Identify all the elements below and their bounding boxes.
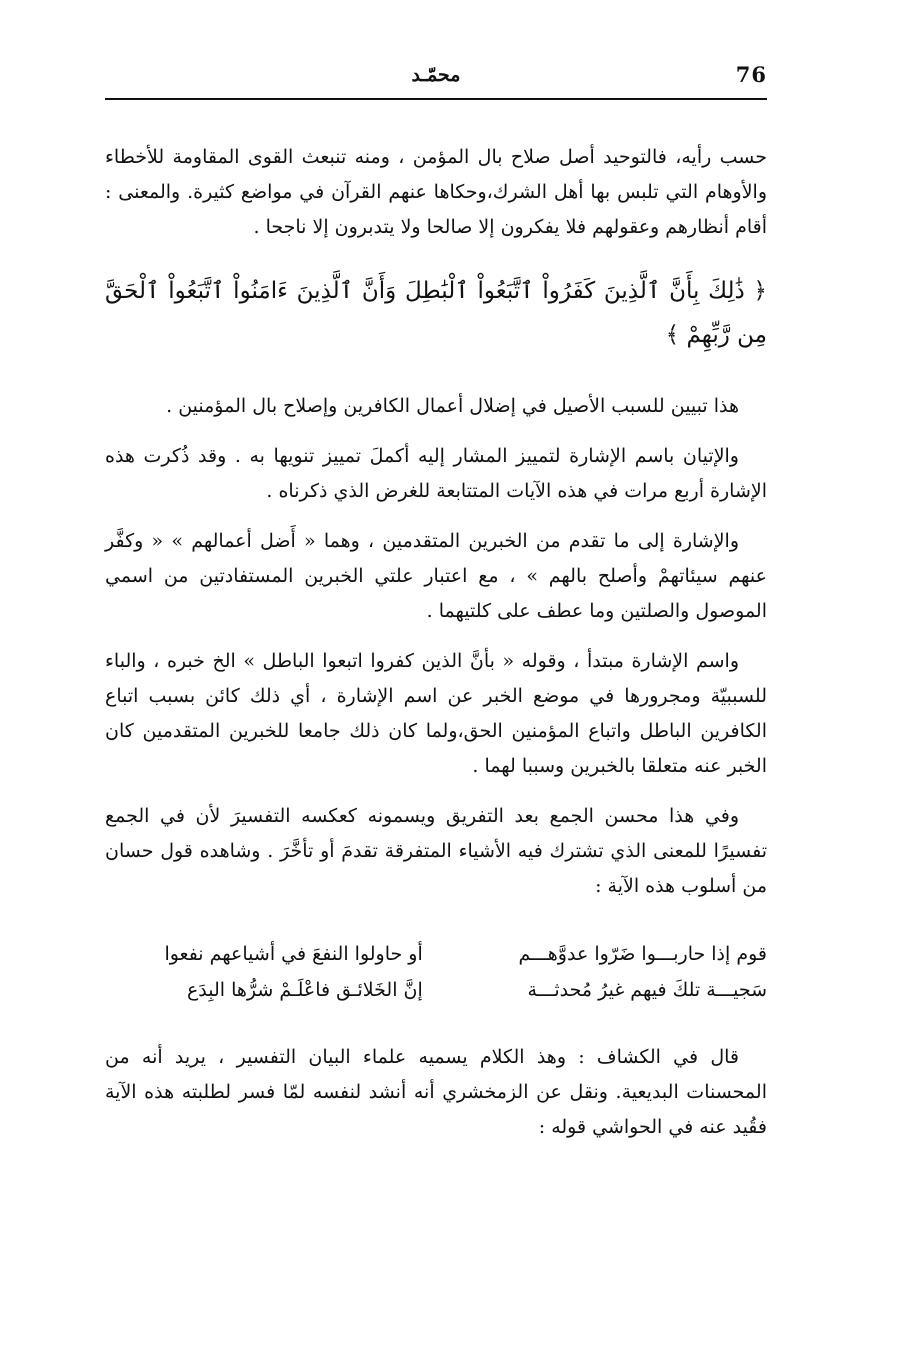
paragraph-intro: حسب رأيه، فالتوحيد أصل صلاح بال المؤمن ، ومنه تنبعث القوى المقاومة للأخطاء والأوهام التي تلبس بها أهل الشرك،وحكاها عنهم القرآن في مواضع كثيرة. والمعنى : أقام أنظارهم وعقولهم فلا يفكرون إلا صالحا ولا يتدبرون إلا ناجحا . xyxy=(105,146,767,238)
poem-hemistich-second: إنَّ الخَلائـق فاعْلَـمْ شرُّها البِدَع xyxy=(186,979,423,1001)
page-body xyxy=(105,140,767,1160)
paragraph-kashshaf: قال في الكشاف : وهذ الكلام يسميه علماء البيان التفسير ، يريد أنه من المحسنات البديعية. ونقل عن الزمخشري أنه أنشد لنفسه لمّا فسر لطلبته هذه الآية فقُيد عنه في الحواشي قوله : xyxy=(105,1046,767,1138)
poem-hemistich-second: أو حاولوا النفعَ في أشياعهم نفعوا xyxy=(164,943,423,965)
paragraph-explanation: هذا تبيين للسبب الأصيل في إضلال أعمال الكافرين وإصلاح بال المؤمنين . xyxy=(166,395,739,417)
page-header xyxy=(105,58,767,100)
paragraph-demonstrative: والإتيان باسم الإشارة لتمييز المشار إليه أكملَ تمييز تنويها به . وقد ذُكرت هذه الإشارة أربع مرات في هذه الآيات المتتابعة للغرض الذي ذكرناه . xyxy=(105,445,767,502)
poem-hemistich-first: قوم إذا حاربـــوا ضَرّوا عدوَّهـــم xyxy=(518,943,767,965)
quran-verse: ﴿ ذَٰلِكَ بِأَنَّ ٱلَّذِينَ كَفَرُواْ ٱتَّبَعُواْ ٱلْبَٰطِلَ وَأَنَّ ٱلَّذِينَ ءَامَنُواْ ٱتَّبَعُواْ ٱلْحَقَّ مِن رَّبِّهِمْ ﴾ xyxy=(105,278,767,348)
poem xyxy=(105,936,767,1008)
paragraph-grammar: واسم الإشارة مبتدأ ، وقوله « بأنَّ الذين كفروا اتبعوا الباطل » الخ خبره ، والباء للسببيّة ومجرورها في موضع الخبر عن اسم الإشارة ، أي ذلك كائن بسبب اتباع الكافرين الباطل واتباع المؤمنين الحق،ولما كان ذلك جامعا للخبرين المتقدمين كان الخبر عنه متعلقا بالخبرين وسببا لهما . xyxy=(105,650,767,777)
paragraph-reference: والإشارة إلى ما تقدم من الخبرين المتقدمين ، وهما « أَضل أعمالهم » « وكفَّر عنهم سيئاتهمْ وأصلح بالهم » ، مع اعتبار علتي الخبرين المستفادتين من اسمي الموصول والصلتين وما عطف على كلتيهما . xyxy=(105,530,767,622)
running-head: محمّـد xyxy=(411,64,461,86)
paragraph-rhetoric: وفي هذا محسن الجمع بعد التفريق ويسمونه كعكسه التفسيرَ لأن في الجمع تفسيرًا للمعنى الذي تشترك فيه الأشياء المتفرقة تقدمَ أو تأخَّرَ . وشاهده قول حسان من أسلوب هذه الآية : xyxy=(105,805,767,897)
poem-line xyxy=(105,972,767,1008)
poem-line xyxy=(105,936,767,972)
poem-hemistich-first: سَجيـــة تلكَ فيهم غيرُ مُحدثـــة xyxy=(527,979,767,1001)
page-number: 76 xyxy=(735,62,767,87)
